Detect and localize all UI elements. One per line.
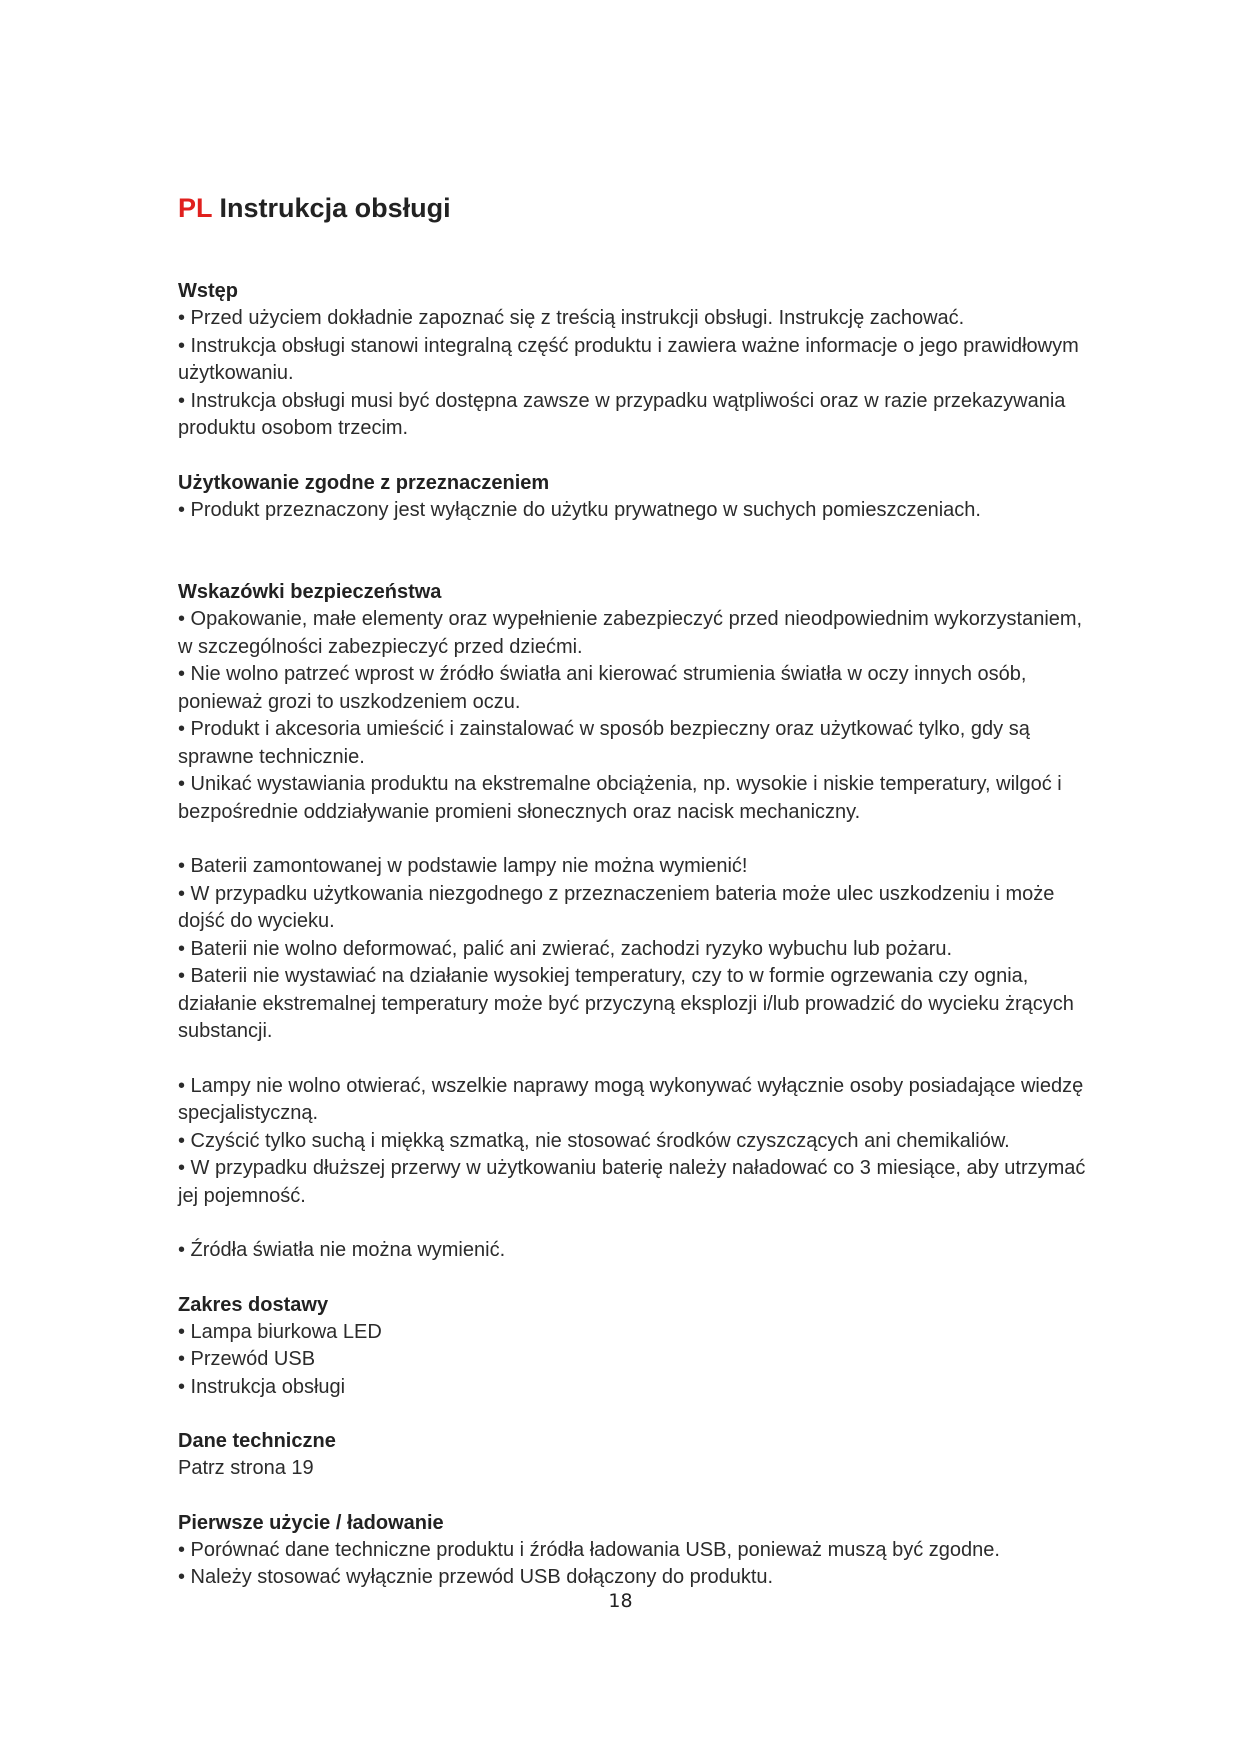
title-text: Instrukcja obsługi: [219, 193, 451, 223]
section-heading: Wstęp: [178, 280, 238, 302]
safety-group-battery: [178, 853, 1098, 1046]
section-intended-use: [178, 470, 1098, 525]
list-item: • W przypadku dłuższej przerwy w użytkowaniu baterię należy naładować co 3 miesiące, aby utrzymać jej pojemność.: [178, 1157, 1086, 1207]
list-item: • Opakowanie, małe elementy oraz wypełnienie zabezpieczyć przed nieodpowiednim wykorzystaniem, w szczególności zabezpieczyć przed dziećmi.: [178, 608, 1083, 658]
list-item: • Lampy nie wolno otwierać, wszelkie naprawy mogą wykonywać wyłącznie osoby posiadające wiedzę specjalistyczną.: [178, 1074, 1084, 1124]
list-item: • Produkt przeznaczony jest wyłącznie do użytku prywatnego w suchych pomieszczeniach.: [178, 498, 981, 521]
list-item: • Baterii nie wystawiać na działanie wysokiej temperatury, czy to w formie ogrzewania czy ognia, działanie ekstremalnej temperatury może być przyczyną eksplozji i/lub prowadzić do wycieku żrących substancji.: [178, 965, 1074, 1042]
section-heading: Użytkowanie zgodne z przeznaczeniem: [178, 471, 550, 494]
tech-data-reference: Patrz strona 19: [178, 1457, 314, 1479]
list-item: • Unikać wystawiania produktu na ekstremalne obciążenia, np. wysokie i niskie temperatury, wilgoć i bezpośrednie oddziaływanie promieni słonecznych oraz nacisk mechaniczny.: [178, 773, 1062, 823]
section-heading: Pierwsze użycie / ładowanie: [178, 1511, 444, 1534]
section-first-use: [178, 1510, 1098, 1592]
list-item: • Przewód USB: [178, 1348, 316, 1370]
section-heading: Wskazówki bezpieczeństwa: [178, 581, 442, 603]
page-number: 18: [608, 1590, 633, 1612]
page-title: [178, 190, 1098, 226]
list-item: • Produkt i akcesoria umieścić i zainstalować w sposób bezpieczny oraz użytkować tylko, gdy są sprawne technicznie.: [178, 718, 1030, 768]
list-item: • Źródła światła nie można wymienić.: [178, 1239, 506, 1261]
list-item: • Instrukcja obsługi: [178, 1375, 346, 1398]
section-safety: [178, 579, 1098, 1265]
list-item: • Przed użyciem dokładnie zapoznać się z treścią instrukcji obsługi. Instrukcję zachować.: [178, 307, 965, 329]
section-heading: Dane techniczne: [178, 1430, 336, 1452]
section-tech-data: [178, 1428, 1098, 1483]
list-item: • Należy stosować wyłącznie przewód USB dołączony do produktu.: [178, 1566, 774, 1588]
section-heading: Zakres dostawy: [178, 1293, 329, 1316]
list-item: • W przypadku użytkowania niezgodnego z przeznaczeniem bateria może ulec uszkodzeniu i może dojść do wycieku.: [178, 882, 1055, 932]
safety-group-light-source: [178, 1237, 1098, 1265]
list-item: • Czyścić tylko suchą i miękką szmatką, nie stosować środków czyszczących ani chemikaliów.: [178, 1129, 1010, 1152]
section-delivery: [178, 1292, 1098, 1402]
section-intro: [178, 278, 1098, 443]
list-item: • Nie wolno patrzeć wprost w źródło światła ani kierować strumienia światła w oczy innych osób, ponieważ grozi to uszkodzeniem oczu.: [178, 663, 1027, 713]
safety-group-maintenance: [178, 1073, 1098, 1211]
list-item: • Porównać dane techniczne produktu i źródła ładowania USB, ponieważ muszą być zgodne.: [178, 1538, 1000, 1561]
list-item: • Baterii zamontowanej w podstawie lampy nie można wymienić!: [178, 855, 748, 877]
safety-group-general: [178, 606, 1098, 826]
list-item: • Instrukcja obsługi stanowi integralną część produktu i zawiera ważne informacje o jego prawidłowym użytkowaniu.: [178, 334, 1079, 384]
list-item: • Lampa biurkowa LED: [178, 1320, 382, 1343]
list-item: • Baterii nie wolno deformować, palić ani zwierać, zachodzi ryzyko wybuchu lub pożaru.: [178, 937, 953, 960]
manual-page: [178, 190, 1098, 1592]
list-item: • Instrukcja obsługi musi być dostępna zawsze w przypadku wątpliwości oraz w razie przekazywania produktu osobom trzecim.: [178, 389, 1066, 439]
language-code: PL: [178, 193, 213, 223]
